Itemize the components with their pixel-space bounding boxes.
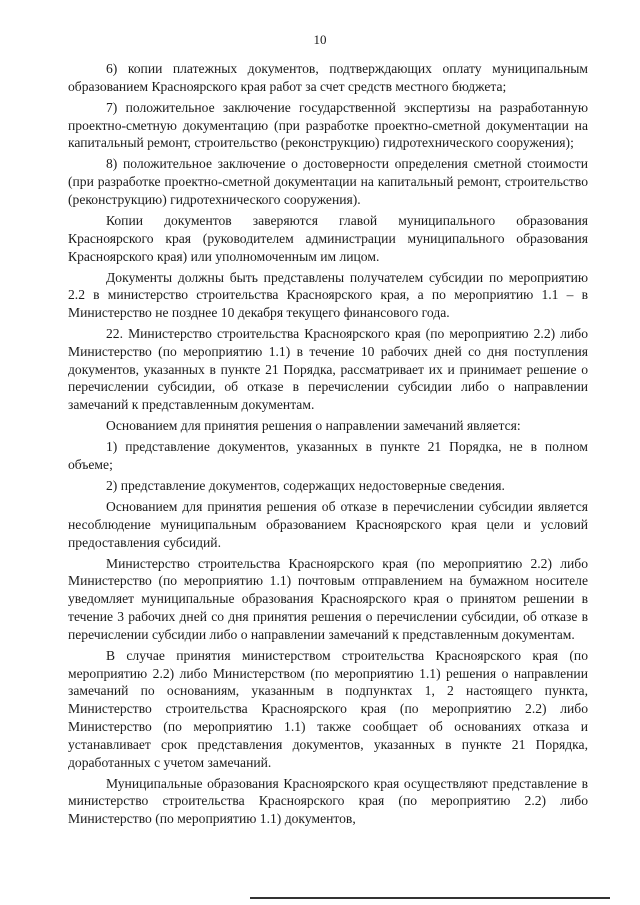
paragraph-refusal-grounds: Основанием для принятия решения об отказе в перечислении субсидии является несоблюдение муниципальным образованием Красноярского края цели и условий предоставления субсидий.: [68, 499, 588, 550]
paragraph-clause-22: 22. Министерство строительства Красноярского края (по мероприятию 2.2) либо Министерство (по мероприятию 1.1) в течение 10 рабочих дней со дня поступления документов, указанных в пункте 21 Порядка, рассматривает их и принимает решение о перечислении субсидии, об отказе в перечислении субсидии либо о направлении замечаний к представленным документам.: [68, 326, 588, 413]
paragraph-item-7: 7) положительное заключение государственной экспертизы на разработанную проектно-сметную документацию (при разработке проектно-сметной документации на капитальный ремонт, строительство (реконструкцию) гидротехнического сооружения);: [68, 99, 588, 151]
paragraph-item-8: 8) положительное заключение о достоверности определения сметной стоимости (при разработке проектно-сметной документации на капитальный ремонт, строительство (реконструкцию) гидротехнического сооружения).: [68, 156, 588, 207]
page-number: 10: [313, 32, 327, 47]
paragraph-remarks-grounds: Основанием для принятия решения о направлении замечаний является:: [106, 418, 521, 434]
paragraph-ground-2: 2) представление документов, содержащих недостоверные сведения.: [106, 478, 505, 494]
bottom-divider: [250, 897, 610, 899]
paragraph-ground-1: 1) представление документов, указанных в пункте 21 Порядка, не в полном объеме;: [68, 439, 588, 473]
paragraph-deadline: Документы должны быть представлены получателем субсидии по мероприятию 2.2 в министерство строительства Красноярского края, а по мероприятию 1.1 – в Министерство не позднее 10 декабря текущего финансового года.: [68, 269, 588, 321]
paragraph-certification: Копии документов заверяются главой муниципального образования Красноярского края (руководителем администрации муниципального образования Красноярского края) или уполномоченным им лицом.: [68, 212, 588, 264]
paragraph-remarks-procedure: В случае принятия министерством строительства Красноярского края (по мероприятию 2.2) либо Министерством (по мероприятию 1.1) решения о направлении замечаний по основаниям, указанным в подпунктах 1, 2 настоящего пункта, Министерство строительства Красноярского края (по мероприятию 2.2) либо Министерство (по мероприятию 1.1) также сообщает об основаниях отказа и устанавливает срок представления документов, указанных в пункте 21 Порядка, доработанных с учетом замечаний.: [68, 647, 588, 770]
paragraph-notification: Министерство строительства Красноярского края (по мероприятию 2.2) либо Министерство (по мероприятию 1.1) почтовым отправлением на бумажном носителе уведомляет муниципальные образования Красноярского края о принятом решении в течение 3 рабочих дней со дня принятия решения о перечислении субсидии, об отказе в перечислении субсидии либо о направлении замечаний к представленным документам.: [68, 555, 588, 642]
paragraph-municipal-submission: Муниципальные образования Красноярского края осуществляют представление в министерство строительства Красноярского края (по мероприятию 2.2) либо Министерство (по мероприятию 1.1) документов,: [68, 775, 588, 827]
paragraph-item-6: 6) копии платежных документов, подтверждающих оплату муниципальным образованием Красноярского края работ за счет средств местного бюджета;: [68, 61, 588, 94]
document-body: [68, 60, 588, 831]
